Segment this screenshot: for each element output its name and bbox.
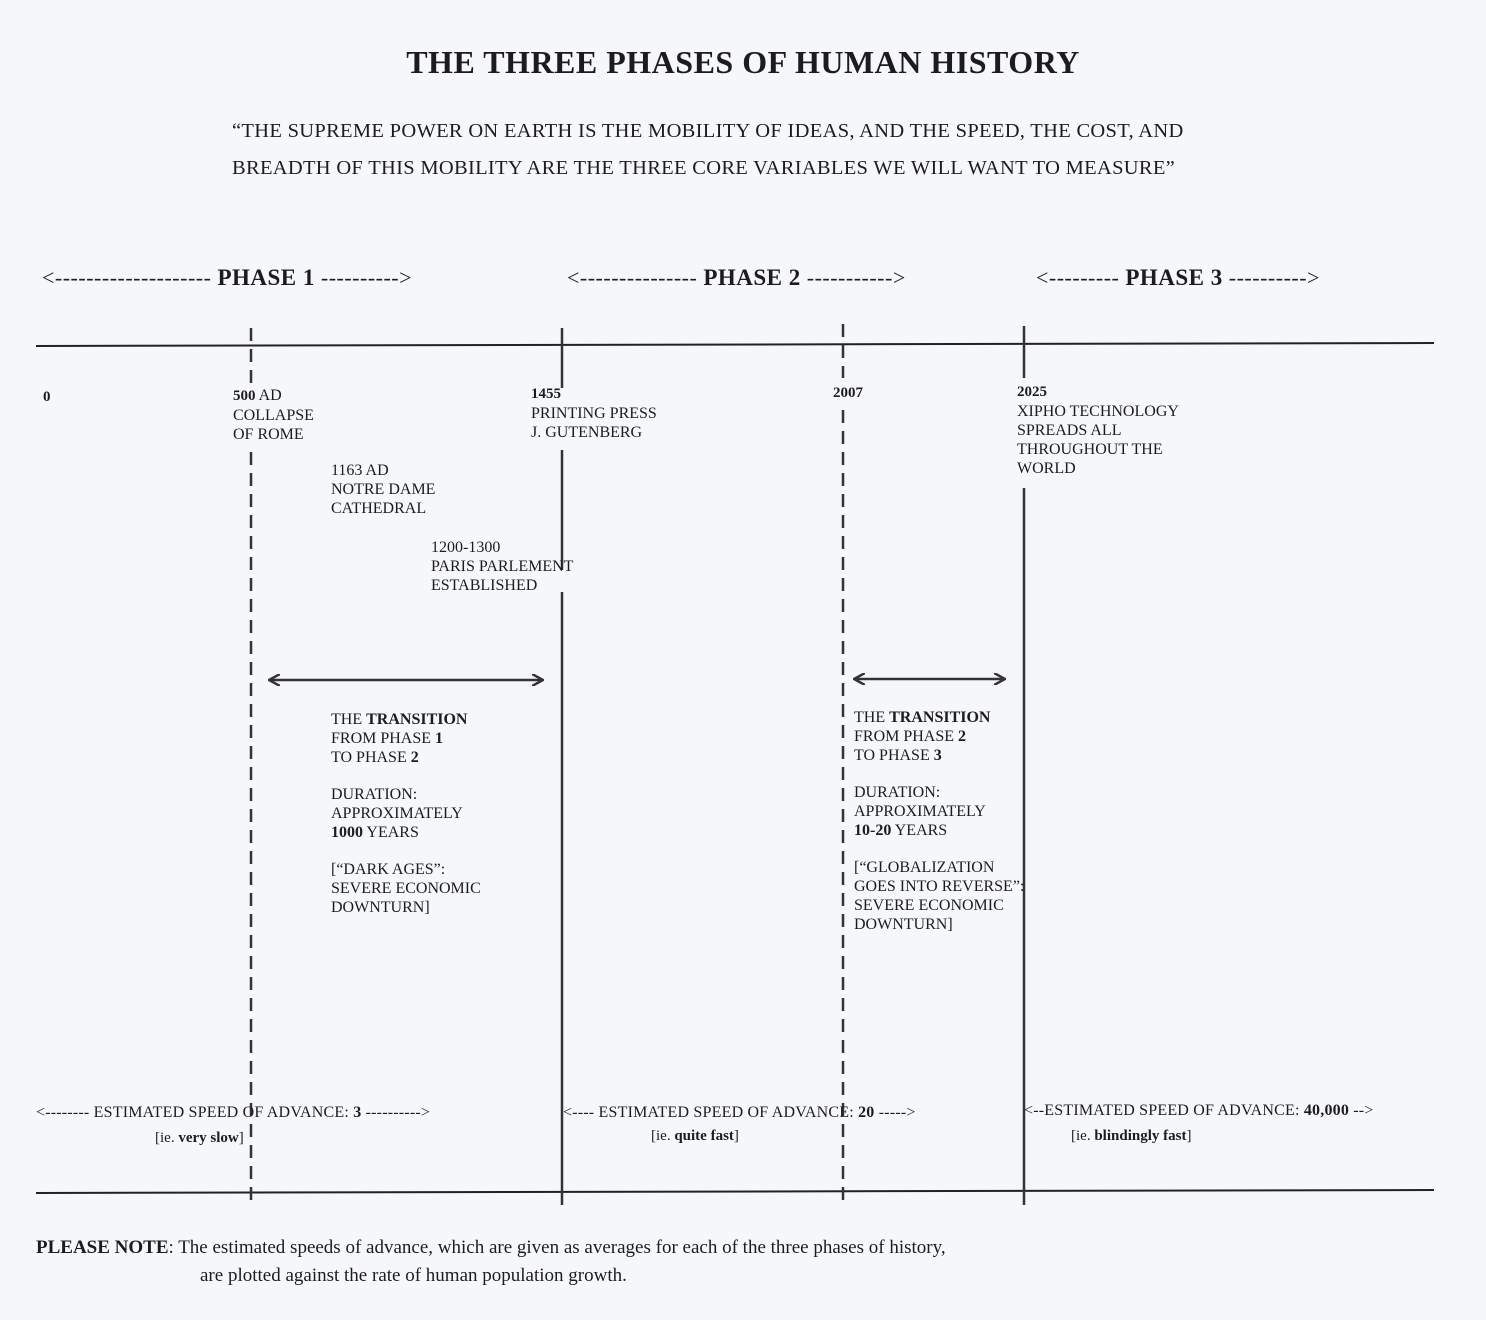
speed-phase-3: <--ESTIMATED SPEED OF ADVANCE: 40,000 --> bbox=[1024, 1102, 1374, 1119]
phase-1-header bbox=[42, 265, 412, 291]
speed-phase-2-value: 20 bbox=[858, 1104, 875, 1121]
phase-1-left-dashes: <-------------------- bbox=[42, 265, 218, 290]
marker-2025-year: 2025 bbox=[1017, 384, 1047, 400]
marker-500-year: 500 bbox=[233, 388, 256, 404]
top-timeline-axis bbox=[36, 343, 1434, 346]
speed-phase-1: <-------- ESTIMATED SPEED OF ADVANCE: 3 ----------> bbox=[36, 1104, 431, 1121]
page-title: THE THREE PHASES OF HUMAN HISTORY bbox=[406, 44, 1080, 80]
phase-2-left-dashes: <--------------- bbox=[567, 265, 704, 290]
phase-3-label: PHASE 3 bbox=[1125, 265, 1223, 290]
speed-phase-3-note: [ie. blindingly fast] bbox=[1071, 1128, 1192, 1144]
phase-3-left-dashes: <--------- bbox=[1036, 265, 1126, 290]
speed-phase-3-value: 40,000 bbox=[1303, 1102, 1350, 1119]
transition-1-text: THE TRANSITION FROM PHASE 1 TO PHASE 2 DURATION: APPROXIMATELY 1000 YEARS [“DARK AGES”: SEVERE ECONOMIC DOWNTURN] bbox=[331, 711, 481, 916]
please-note-label: PLEASE NOTE bbox=[36, 1237, 169, 1258]
phase-3-right-dashes: ----------> bbox=[1222, 265, 1320, 290]
phase-2-header bbox=[567, 265, 906, 291]
speed-phase-1-value: 3 bbox=[353, 1104, 362, 1121]
phase-2-right-dashes: -----------> bbox=[800, 265, 906, 290]
marker-zero: 0 bbox=[43, 389, 51, 405]
marker-2007-label bbox=[833, 384, 863, 403]
phase-1-right-dashes: ----------> bbox=[314, 265, 413, 290]
marker-2007-year: 2007 bbox=[833, 385, 863, 401]
phase-1-label: PHASE 1 bbox=[217, 265, 315, 290]
speed-phase-1-note: [ie. very slow] bbox=[155, 1130, 244, 1146]
quote-line-2: BREADTH OF THIS MOBILITY ARE THE THREE CORE VARIABLES WE WILL WANT TO MEASURE” bbox=[232, 157, 1176, 179]
speed-phase-2-note: [ie. quite fast] bbox=[651, 1128, 739, 1144]
speed-phase-2: <---- ESTIMATED SPEED OF ADVANCE: 20 -----> bbox=[563, 1104, 916, 1121]
transition-2-text: THE TRANSITION FROM PHASE 2 TO PHASE 3 DURATION: APPROXIMATELY 10-20 YEARS [“GLOBALIZATION GOES INTO REVERSE”: SEVERE ECONOMIC DOWNTURN] bbox=[854, 709, 1025, 933]
quote-line-1: “THE SUPREME POWER ON EARTH IS THE MOBILITY OF IDEAS, AND THE SPEED, THE COST, AND bbox=[232, 120, 1184, 142]
event-notre-dame: 1163 AD NOTRE DAME CATHEDRAL bbox=[331, 462, 436, 517]
event-paris-parlement: 1200-1300 PARIS PARLEMENT ESTABLISHED bbox=[431, 539, 574, 594]
phase-2-label: PHASE 2 bbox=[703, 265, 801, 290]
please-note: PLEASE NOTE: The estimated speeds of advance, which are given as averages for each of the three phases of history, are plotted against the rate of human population growth. bbox=[36, 1237, 946, 1286]
marker-1455-label: 1455 PRINTING PRESS J. GUTENBERG bbox=[531, 386, 657, 441]
bottom-timeline-axis bbox=[36, 1190, 1434, 1193]
marker-500-label: 500 AD COLLAPSE OF ROME bbox=[233, 387, 314, 443]
marker-1455-year: 1455 bbox=[531, 386, 561, 402]
marker-2025-label: 2025 XIPHO TECHNOLOGY SPREADS ALL THROUGHOUT THE WORLD bbox=[1017, 384, 1179, 477]
phase-3-header bbox=[1036, 265, 1320, 291]
